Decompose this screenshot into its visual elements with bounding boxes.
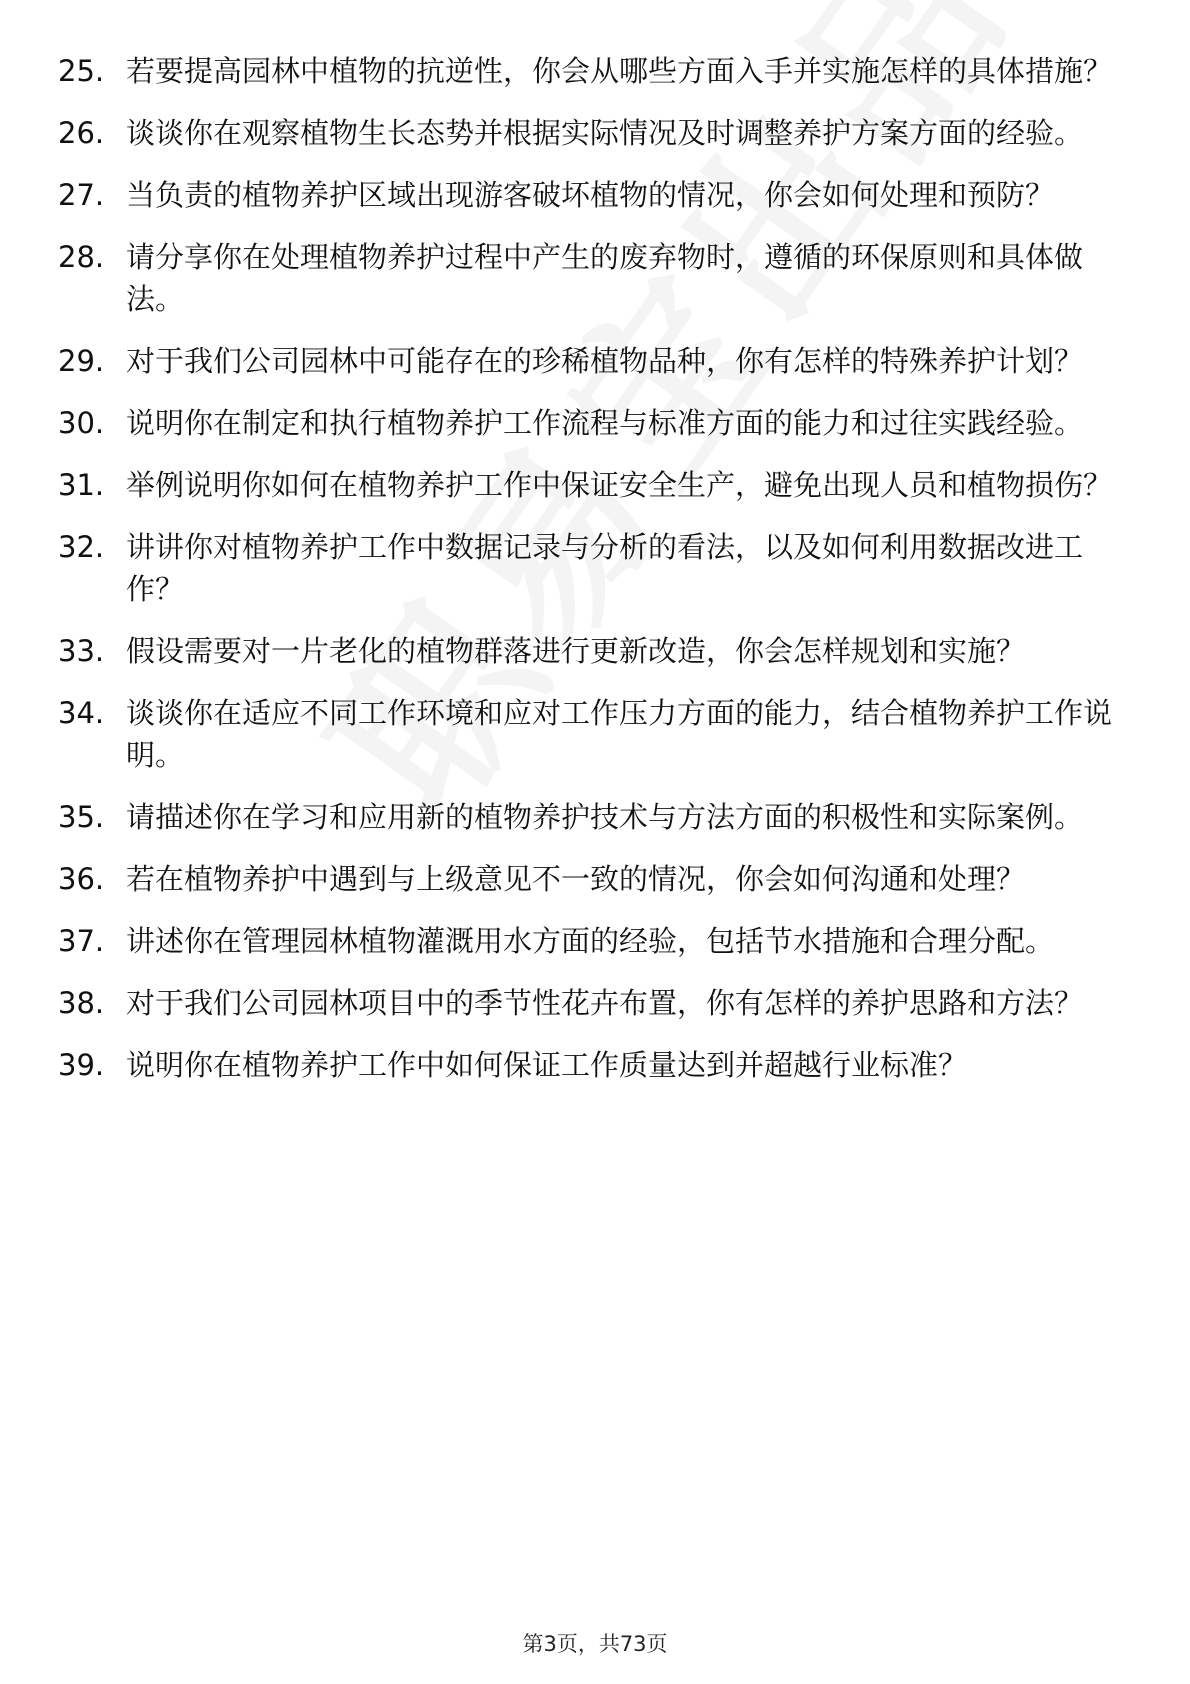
question-item — [58, 858, 1118, 900]
question-number: 34. — [58, 696, 105, 730]
question-item — [58, 50, 1118, 92]
question-number: 33. — [58, 634, 105, 668]
question-item — [58, 982, 1118, 1024]
question-text: 说明你在制定和执行植物养护工作流程与标准方面的能力和过往实践经验。 — [126, 406, 1084, 440]
question-text: 讲述你在管理园林植物灌溉用水方面的经验，包括节水措施和合理分配。 — [126, 924, 1055, 958]
question-item — [58, 796, 1118, 838]
question-text: 请分享你在处理植物养护过程中产生的废弃物时，遵循的环保原则和具体做法。 — [126, 240, 1084, 316]
question-item — [58, 464, 1118, 506]
question-item — [58, 236, 1118, 320]
question-text: 讲讲你对植物养护工作中数据记录与分析的看法，以及如何利用数据改进工作？ — [126, 530, 1084, 606]
question-number: 31. — [58, 468, 105, 502]
page-number-footer: 第3页，共73页 — [522, 1632, 668, 1656]
question-text: 若在植物养护中遇到与上级意见不一致的情况，你会如何沟通和处理？ — [126, 862, 1026, 896]
question-item — [58, 692, 1118, 776]
question-item — [58, 1044, 1118, 1086]
question-number: 29. — [58, 344, 105, 378]
question-text: 请描述你在学习和应用新的植物养护技术与方法方面的积极性和实际案例。 — [126, 800, 1084, 834]
question-number: 26. — [58, 116, 105, 150]
question-text: 举例说明你如何在植物养护工作中保证安全生产，避免出现人员和植物损伤？ — [126, 468, 1113, 502]
question-number: 36. — [58, 862, 105, 896]
question-list — [58, 50, 1118, 1106]
question-item — [58, 402, 1118, 444]
question-number: 32. — [58, 530, 105, 564]
question-text: 谈谈你在适应不同工作环境和应对工作压力方面的能力，结合植物养护工作说明。 — [126, 696, 1113, 772]
question-text: 说明你在植物养护工作中如何保证工作质量达到并超越行业标准？ — [126, 1048, 968, 1082]
question-text: 假设需要对一片老化的植物群落进行更新改造，你会怎样规划和实施？ — [126, 634, 1026, 668]
question-text: 对于我们公司园林中可能存在的珍稀植物品种，你有怎样的特殊养护计划？ — [126, 344, 1084, 378]
question-number: 35. — [58, 800, 105, 834]
question-number: 30. — [58, 406, 105, 440]
question-item — [58, 112, 1118, 154]
question-text: 对于我们公司园林项目中的季节性花卉布置，你有怎样的养护思路和方法？ — [126, 986, 1084, 1020]
question-item — [58, 630, 1118, 672]
question-number: 39. — [58, 1048, 105, 1082]
question-text: 谈谈你在观察植物生长态势并根据实际情况及时调整养护方案方面的经验。 — [126, 116, 1084, 150]
question-item — [58, 340, 1118, 382]
question-item — [58, 920, 1118, 962]
question-item — [58, 174, 1118, 216]
question-number: 28. — [58, 240, 105, 274]
question-text: 当负责的植物养护区域出现游客破坏植物的情况，你会如何处理和预防？ — [126, 178, 1055, 212]
question-number: 25. — [58, 54, 105, 88]
question-number: 27. — [58, 178, 105, 212]
question-text: 若要提高园林中植物的抗逆性，你会从哪些方面入手并实施怎样的具体措施？ — [126, 54, 1113, 88]
question-item — [58, 526, 1118, 610]
question-number: 37. — [58, 924, 105, 958]
question-number: 38. — [58, 986, 105, 1020]
